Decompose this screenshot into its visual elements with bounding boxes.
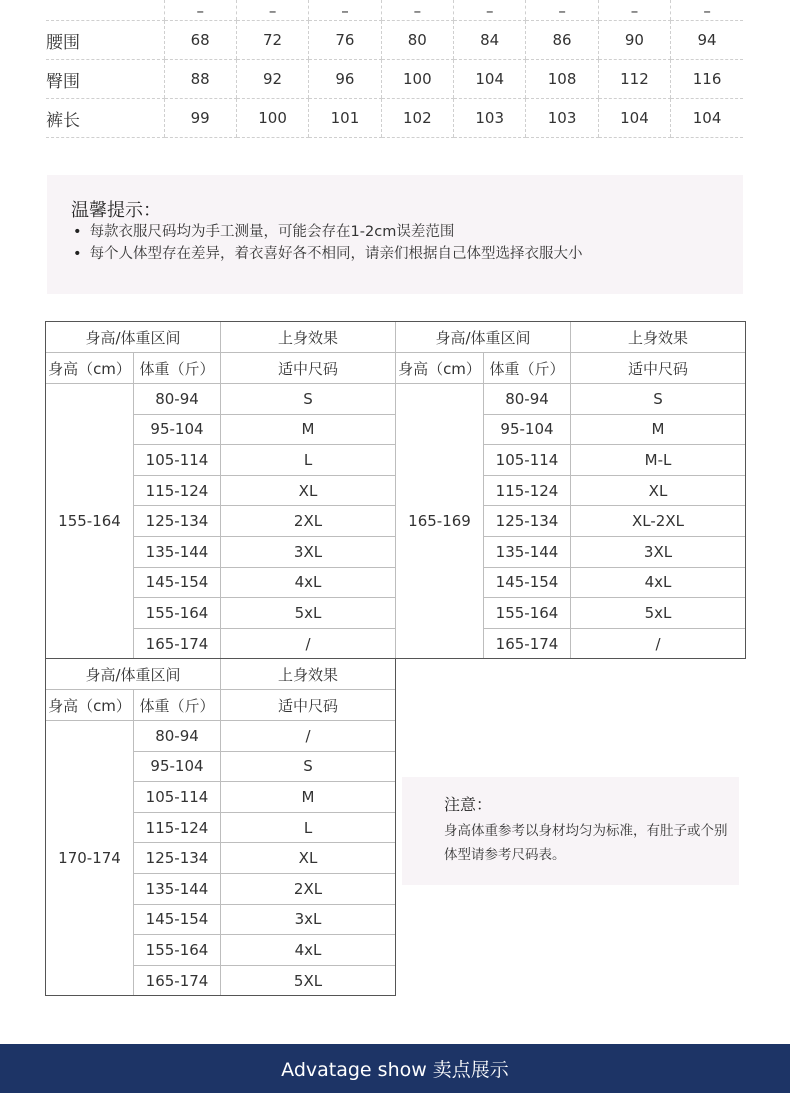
size-chart-cell: 92 [236, 60, 308, 99]
size-chart-cell: 104 [671, 99, 743, 138]
weight-range-cell: 105-114 [484, 445, 571, 476]
size-chart-cell: 108 [526, 60, 598, 99]
header-size-cell: 适中尺码 [571, 353, 746, 384]
size-chart-cell: 72 [236, 21, 308, 60]
size-chart-cell: 99 [164, 99, 236, 138]
weight-range-cell: 155-164 [134, 935, 221, 966]
size-chart-cell: 116 [671, 60, 743, 99]
advantage-show-banner [0, 1044, 790, 1093]
header-weight-cell: 体重（斤） [134, 353, 221, 384]
size-chart-cell: – [236, 0, 308, 21]
size-cell: 4xL [221, 567, 396, 598]
size-cell: XL-2XL [571, 506, 746, 537]
weight-range-cell: 115-124 [484, 475, 571, 506]
size-chart-row-length [46, 99, 743, 138]
header-effect-cell: 上身效果 [221, 322, 396, 353]
tip-item: • 每个人体型存在差异，着衣喜好各不相同，请亲们根据自己体型选择衣服大小 [73, 243, 583, 265]
size-chart-cell: 104 [598, 99, 670, 138]
size-cell: 5XL [221, 965, 396, 996]
note-title: 注意： [444, 795, 493, 814]
size-chart-cell: 103 [454, 99, 526, 138]
height-weight-table-3 [45, 658, 396, 996]
size-cell: / [221, 628, 396, 659]
weight-range-cell: 115-124 [134, 475, 221, 506]
note-text: 身高体重参考以身材均匀为标准，有肚子或个别体型请参考尺码表。 [444, 823, 728, 863]
size-cell: 4xL [571, 567, 746, 598]
weight-range-cell: 125-134 [134, 843, 221, 874]
height-weight-body [396, 322, 746, 659]
weight-range-cell: 135-144 [484, 536, 571, 567]
size-cell: S [571, 384, 746, 415]
banner-label: Advatage show 卖点展示 [281, 1059, 509, 1081]
weight-range-cell: 95-104 [134, 414, 221, 445]
size-cell: L [221, 445, 396, 476]
size-chart-row-waist [46, 21, 743, 60]
header-range-cell: 身高/体重区间 [46, 322, 221, 353]
tip-title: 温馨提示： [71, 200, 161, 221]
size-chart-cell: 104 [454, 60, 526, 99]
weight-range-cell: 125-134 [484, 506, 571, 537]
height-weight-body [46, 322, 396, 659]
weight-range-cell: 145-154 [134, 904, 221, 935]
header-effect-cell: 上身效果 [571, 322, 746, 353]
size-cell: 3XL [221, 536, 396, 567]
weight-range-cell: 115-124 [134, 812, 221, 843]
weight-range-cell: 80-94 [134, 384, 221, 415]
header-range-cell: 身高/体重区间 [46, 659, 221, 690]
header-size-cell: 适中尺码 [221, 353, 396, 384]
height-range-cell: 170-174 [46, 721, 134, 996]
size-cell: / [571, 628, 746, 659]
size-chart-cell: 96 [309, 60, 381, 99]
header-height-cell: 身高（cm） [46, 690, 134, 721]
size-chart-cell: – [671, 0, 743, 21]
weight-range-cell: 165-174 [134, 965, 221, 996]
size-cell: M [221, 782, 396, 813]
header-size-cell: 适中尺码 [221, 690, 396, 721]
size-cell: 3XL [571, 536, 746, 567]
size-chart-cell: 86 [526, 21, 598, 60]
weight-range-cell: 155-164 [134, 598, 221, 629]
size-chart-cell [46, 0, 164, 21]
table-row [46, 721, 396, 752]
size-cell: 3xL [221, 904, 396, 935]
subheader-row [46, 690, 396, 721]
size-cell: / [221, 721, 396, 752]
size-cell: 5xL [571, 598, 746, 629]
size-chart-cell: 84 [454, 21, 526, 60]
weight-range-cell: 155-164 [484, 598, 571, 629]
size-chart-row-hip [46, 60, 743, 99]
weight-range-cell: 80-94 [134, 721, 221, 752]
size-chart-table [46, 0, 743, 138]
table-row [46, 384, 396, 415]
size-cell: 5xL [221, 598, 396, 629]
height-range-cell: 155-164 [46, 384, 134, 659]
tip-list [73, 221, 583, 265]
size-chart-cell: – [526, 0, 598, 21]
weight-range-cell: 165-174 [484, 628, 571, 659]
weight-range-cell: 105-114 [134, 782, 221, 813]
header-height-cell: 身高（cm） [396, 353, 484, 384]
height-weight-table-2 [395, 321, 746, 659]
size-cell: XL [221, 843, 396, 874]
size-cell: 2XL [221, 873, 396, 904]
weight-range-cell: 80-94 [484, 384, 571, 415]
height-weight-body [46, 659, 396, 996]
size-chart-cell: – [598, 0, 670, 21]
size-chart-cell: – [454, 0, 526, 21]
size-cell: M [221, 414, 396, 445]
weight-range-cell: 95-104 [484, 414, 571, 445]
size-chart-cell: 94 [671, 21, 743, 60]
size-cell: XL [571, 475, 746, 506]
size-chart-cell: 68 [164, 21, 236, 60]
size-chart-cell: 101 [309, 99, 381, 138]
size-cell: S [221, 751, 396, 782]
size-chart-cell: 100 [236, 99, 308, 138]
height-range-cell: 165-169 [396, 384, 484, 659]
size-chart-cell: – [164, 0, 236, 21]
size-cell: M [571, 414, 746, 445]
size-chart-dash-row [46, 0, 743, 21]
size-chart-cell: 88 [164, 60, 236, 99]
height-weight-table-1 [45, 321, 396, 659]
size-chart-cell: 102 [381, 99, 453, 138]
tip-box [47, 175, 743, 294]
size-cell: 4xL [221, 935, 396, 966]
size-chart-cell: – [309, 0, 381, 21]
weight-range-cell: 135-144 [134, 536, 221, 567]
header-effect-cell: 上身效果 [221, 659, 396, 690]
size-chart-cell: – [381, 0, 453, 21]
size-chart-cell: 90 [598, 21, 670, 60]
header-weight-cell: 体重（斤） [484, 353, 571, 384]
weight-range-cell: 145-154 [484, 567, 571, 598]
subheader-row [396, 353, 746, 384]
subheader-row [46, 353, 396, 384]
size-cell: L [221, 812, 396, 843]
size-chart-cell: 112 [598, 60, 670, 99]
size-cell: S [221, 384, 396, 415]
size-cell: M-L [571, 445, 746, 476]
weight-range-cell: 135-144 [134, 873, 221, 904]
weight-range-cell: 125-134 [134, 506, 221, 537]
header-height-cell: 身高（cm） [46, 353, 134, 384]
note-box [402, 777, 739, 885]
weight-range-cell: 145-154 [134, 567, 221, 598]
size-chart-cell: 80 [381, 21, 453, 60]
weight-range-cell: 105-114 [134, 445, 221, 476]
header-row [46, 322, 396, 353]
table-row [396, 384, 746, 415]
row-label: 臀围 [46, 60, 164, 99]
size-cell: XL [221, 475, 396, 506]
header-weight-cell: 体重（斤） [134, 690, 221, 721]
size-chart-cell: 76 [309, 21, 381, 60]
row-label: 腰围 [46, 21, 164, 60]
header-range-cell: 身高/体重区间 [396, 322, 571, 353]
row-label: 裤长 [46, 99, 164, 138]
size-cell: 2XL [221, 506, 396, 537]
size-chart-cell: 103 [526, 99, 598, 138]
size-chart-cell: 100 [381, 60, 453, 99]
size-chart-body [46, 0, 743, 138]
header-row [396, 322, 746, 353]
weight-range-cell: 165-174 [134, 628, 221, 659]
weight-range-cell: 95-104 [134, 751, 221, 782]
header-row [46, 659, 396, 690]
tip-item: • 每款衣服尺码均为手工测量，可能会存在1-2cm误差范围 [73, 221, 583, 243]
